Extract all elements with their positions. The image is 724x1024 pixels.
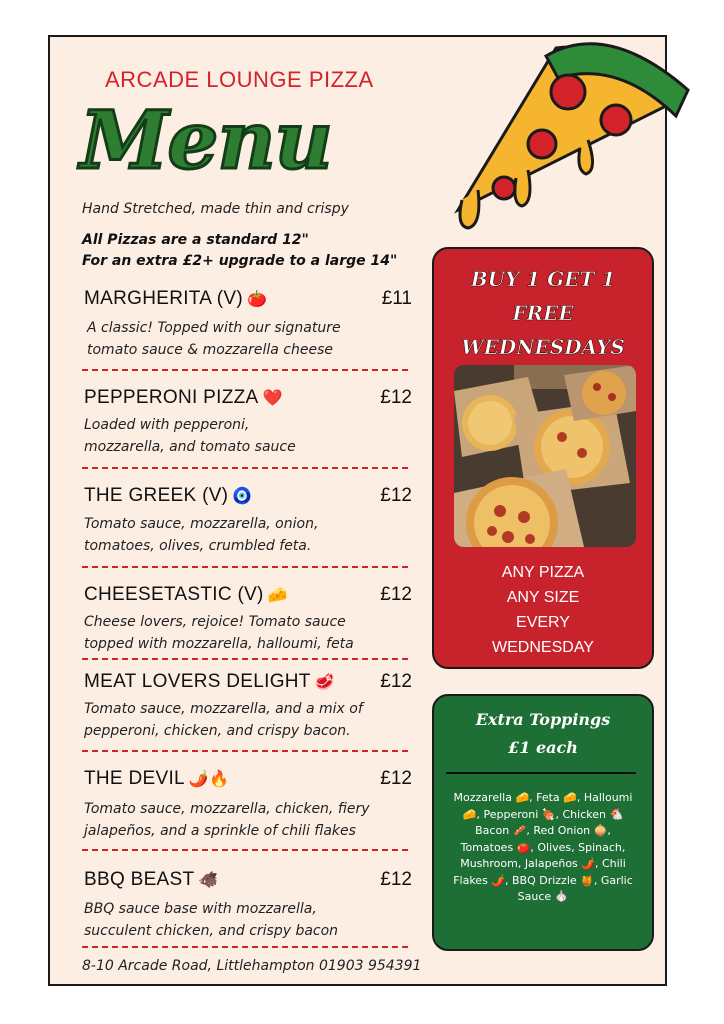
item-desc-line-1: Tomato sauce, mozzarella, and a mix of <box>84 701 363 717</box>
promo-line-1: BUY 1 GET 1 <box>470 267 616 291</box>
pizza-slice-icon <box>438 20 694 236</box>
promo-sub-line-1: ANY PIZZA <box>501 564 585 581</box>
item-desc-line-1: Cheese lovers, rejoice! Tomato sauce <box>84 614 346 630</box>
steak-icon: 🥩 <box>314 674 335 691</box>
cheese-icon: 🧀 <box>267 587 288 604</box>
evil-eye-icon: 🧿 <box>232 488 253 505</box>
extra-toppings-box <box>432 694 654 951</box>
item-desc-line-2: succulent chicken, and crispy bacon <box>84 923 339 939</box>
size-note-line-1: All Pizzas are a standard 12" <box>82 232 309 248</box>
item-price: £12 <box>380 387 412 408</box>
item-desc-line-1: Tomato sauce, mozzarella, chicken, fiery <box>84 801 370 817</box>
toppings-price: £1 each <box>508 738 578 757</box>
item-name: THE DEVIL <box>84 768 185 789</box>
item-desc-line-2: mozzarella, and tomato sauce <box>84 439 296 455</box>
boar-icon: 🐗 <box>198 872 219 889</box>
chili-fire-icon: 🌶️🔥 <box>188 771 230 788</box>
size-note-line-2: For an extra £2+ upgrade to a large 14" <box>82 253 398 269</box>
item-desc-line-2: jalapeños, and a sprinkle of chili flakes <box>84 823 356 839</box>
restaurant-name: ARCADE LOUNGE PIZZA <box>105 67 374 92</box>
heart-icon: ❤️ <box>262 390 283 407</box>
item-price: £12 <box>380 768 412 789</box>
pizza-boxes-photo <box>454 365 636 547</box>
item-name: MEAT LOVERS DELIGHT <box>84 671 311 692</box>
item-desc-line-2: tomato sauce & mozzarella cheese <box>87 342 334 358</box>
promo-sub-line-2: ANY SIZE <box>506 589 580 606</box>
item-divider <box>82 369 408 371</box>
promo-line-3: WEDNESDAYS <box>461 335 625 359</box>
item-divider <box>82 750 408 752</box>
item-divider <box>82 467 408 469</box>
item-desc-line-2: topped with mozzarella, halloumi, feta <box>84 636 354 652</box>
tagline: Hand Stretched, made thin and crispy <box>82 201 349 217</box>
item-divider <box>82 658 408 660</box>
promo-box <box>432 247 654 669</box>
item-desc-line-1: BBQ sauce base with mozzarella, <box>84 901 317 917</box>
promo-line-2: FREE <box>512 301 574 325</box>
address: 8-10 Arcade Road, Littlehampton 01903 954391 <box>82 958 422 974</box>
item-divider <box>82 566 408 568</box>
item-desc-line-2: tomatoes, olives, crumbled feta. <box>84 538 312 554</box>
item-name: MARGHERITA (V) <box>84 288 244 309</box>
item-price: £11 <box>381 288 412 309</box>
item-name: THE GREEK (V) <box>84 485 229 506</box>
item-price: £12 <box>380 671 412 692</box>
item-price: £12 <box>380 869 412 890</box>
item-divider <box>82 946 408 948</box>
item-desc-line-1: A classic! Topped with our signature <box>87 320 341 336</box>
item-name: CHEESETASTIC (V) <box>84 584 264 605</box>
item-desc-line-1: Loaded with pepperoni, <box>84 417 250 433</box>
tomato-icon: 🍅 <box>247 291 268 308</box>
toppings-divider <box>446 772 636 774</box>
item-desc-line-1: Tomato sauce, mozzarella, onion, <box>84 516 319 532</box>
item-price: £12 <box>380 485 412 506</box>
item-name: PEPPERONI PIZZA <box>84 387 259 408</box>
item-divider <box>82 849 408 851</box>
toppings-list: Mozzarella 🧀, Feta 🧀, Halloumi 🧀, Pepperoni 🍖, Chicken 🐔 Bacon 🥓, Red Onion 🧅, Tomatoes 🍅, Olives, Spinach, Mushroom, Jalapeños 🌶️, Chili Flakes 🌶️, BBQ Drizzle 🍯, Garlic Sauce 🧄 <box>453 791 633 903</box>
menu-title: Menu <box>80 93 332 187</box>
item-name: BBQ BEAST <box>84 869 195 890</box>
size-note <box>82 230 397 272</box>
promo-sub-line-4: WEDNESDAY <box>492 639 594 656</box>
item-price: £12 <box>380 584 412 605</box>
item-desc-line-2: pepperoni, chicken, and crispy bacon. <box>84 723 351 739</box>
toppings-title: Extra Toppings <box>475 710 611 729</box>
promo-sub-line-3: EVERY <box>516 614 570 631</box>
